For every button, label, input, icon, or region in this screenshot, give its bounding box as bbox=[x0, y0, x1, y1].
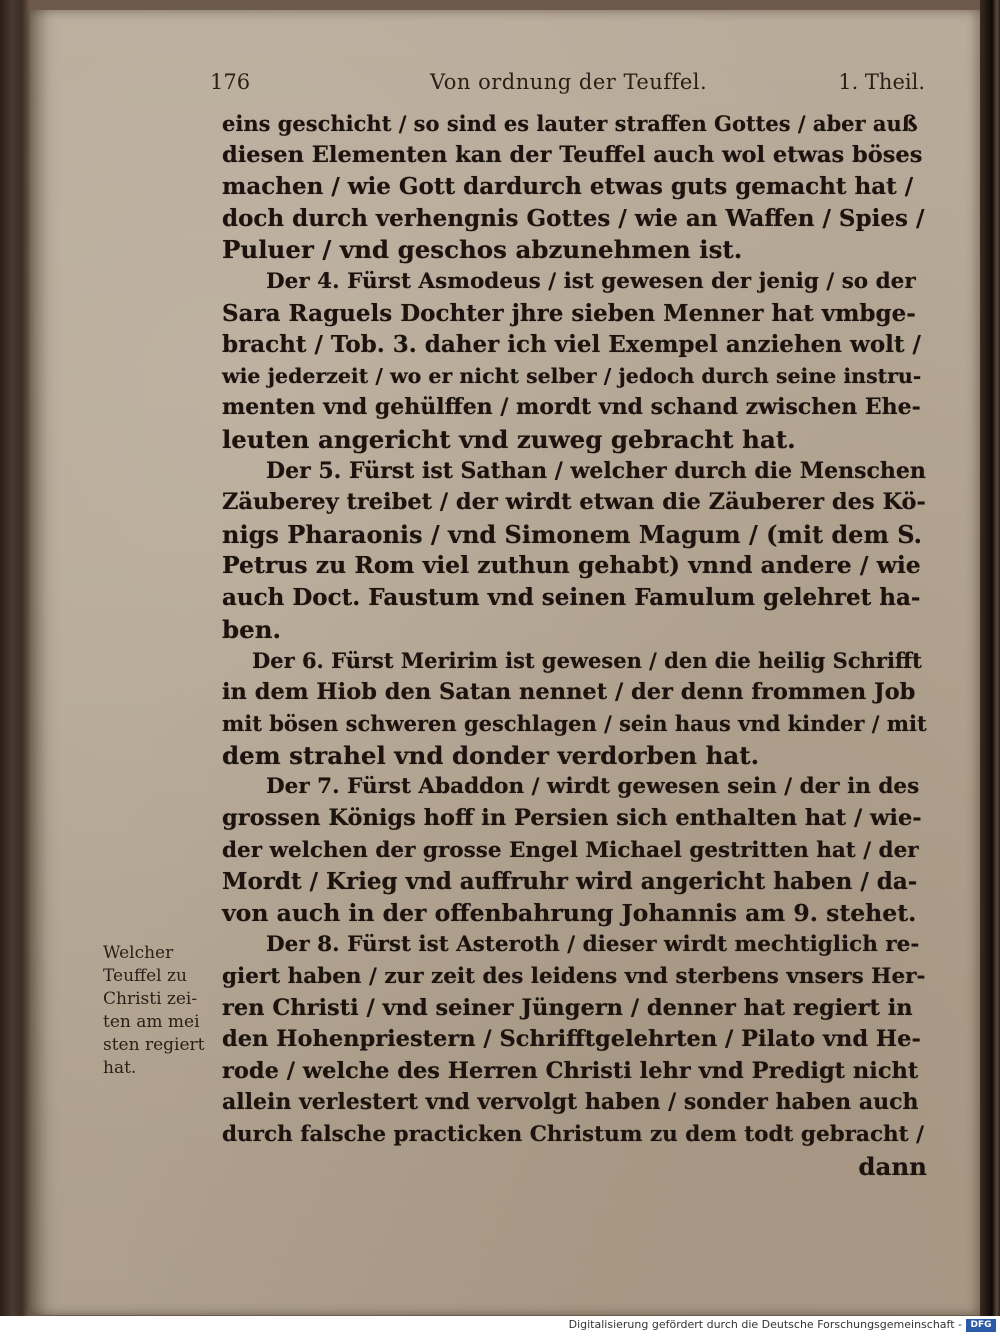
text-line: menten vnd gehülffen / mordt vnd schand zwischen Ehe- bbox=[222, 394, 921, 421]
gloss-line: Welcher bbox=[103, 943, 174, 963]
main-text-block bbox=[222, 108, 927, 1182]
text-line: doch durch verhengnis Gottes / wie an Waffen / Spies / bbox=[222, 204, 925, 232]
marginal-gloss bbox=[103, 942, 221, 1080]
text-line: ben. bbox=[222, 614, 282, 644]
text-line: dem strahel vnd donder verdorben hat. bbox=[222, 740, 760, 770]
running-title: Von ordnung der Teuffel. bbox=[430, 70, 708, 94]
gloss-line: Christi zei- bbox=[103, 989, 198, 1009]
gloss-line: ten am mei bbox=[103, 1012, 200, 1032]
text-line: bracht / Tob. 3. daher ich viel Exempel anziehen wolt / bbox=[222, 331, 921, 359]
text-line: Petrus zu Rom viel zuthun gehabt) vnnd andere / wie bbox=[222, 551, 921, 580]
text-line: eins geschicht / so sind es lauter straffen Gottes / aber auß bbox=[222, 111, 918, 136]
text-line: den Hohenpriestern / Schrifftgelehrten / Pilato vnd He- bbox=[222, 1026, 921, 1053]
text-line: Der 6. Fürst Meririm ist gewesen / den die heilig Schrifft bbox=[252, 648, 922, 674]
text-line: der welchen der grosse Engel Michael gestritten hat / der bbox=[222, 837, 919, 863]
dfg-logo: DFG bbox=[966, 1319, 996, 1332]
text-line: Zäuberey treibet / der wirdt etwan die Zäuberer des Kö- bbox=[222, 489, 926, 516]
text-line: giert haben / zur zeit des leidens vnd sterbens vnsers Her- bbox=[222, 964, 926, 990]
text-line: mit bösen schweren geschlagen / sein haus vnd kinder / mit bbox=[222, 711, 927, 737]
text-line: leuten angericht vnd zuweg gebracht hat. bbox=[222, 424, 796, 454]
text-line: Der 8. Fürst ist Asteroth / dieser wirdt mechtiglich re- bbox=[266, 932, 920, 958]
text-line: auch Doct. Faustum vnd seinen Famulum gelehret ha- bbox=[222, 583, 921, 611]
text-line: nigs Pharaonis / vnd Simonem Magum / (mit dem S. bbox=[222, 519, 923, 549]
text-line: Sara Raguels Dochter jhre sieben Menner hat vmbge- bbox=[222, 299, 916, 327]
part-label: 1. Theil. bbox=[838, 70, 925, 94]
text-line: von auch in der offenbahrung Johannis am 9. stehet. bbox=[222, 898, 917, 927]
catchword: dann bbox=[858, 1151, 927, 1181]
text-line: diesen Elementen kan der Teuffel auch wol etwas böses bbox=[222, 141, 923, 168]
text-line: durch falsche practicken Christum zu dem todt gebracht / bbox=[222, 1122, 924, 1147]
text-line: Mordt / Krieg vnd auffruhr wird angericht haben / da- bbox=[222, 868, 918, 896]
text-line: in dem Hiob den Satan nennet / der denn frommen Job bbox=[222, 678, 916, 705]
text-line: Der 5. Fürst ist Sathan / welcher durch die Menschen bbox=[266, 457, 926, 484]
text-line: Der 4. Fürst Asmodeus / ist gewesen der jenig / so der bbox=[266, 268, 916, 294]
page-edge-shadow bbox=[980, 0, 1000, 1316]
text-line: machen / wie Gott dardurch etwas guts gemacht hat / bbox=[222, 173, 914, 201]
gloss-line: Teuffel zu bbox=[103, 966, 187, 986]
text-line: grossen Königs hoff in Persien sich enthalten hat / wie- bbox=[222, 805, 922, 832]
text-line: allein verlestert vnd vervolgt haben / sonder haben auch bbox=[222, 1089, 919, 1116]
gloss-line: sten regiert bbox=[103, 1035, 205, 1055]
text-line: Der 7. Fürst Abaddon / wirdt gewesen sein / der in des bbox=[266, 774, 920, 800]
funding-credit: Digitalisierung gefördert durch die Deutsche Forschungsgemeinschaft - bbox=[568, 1318, 962, 1331]
text-line: wie jederzeit / wo er nicht selber / jedoch durch seine instru- bbox=[222, 363, 922, 388]
digitization-footer bbox=[0, 1316, 1000, 1336]
page-header bbox=[210, 70, 925, 110]
text-line: Puluer / vnd geschos abzunehmen ist. bbox=[222, 235, 743, 265]
text-line: ren Christi / vnd seiner Jüngern / denner hat regiert in bbox=[222, 994, 913, 1021]
text-line: rode / welche des Herren Christi lehr vnd Predigt nicht bbox=[222, 1057, 919, 1084]
gloss-line: hat. bbox=[103, 1058, 137, 1078]
page-number: 176 bbox=[210, 70, 251, 94]
